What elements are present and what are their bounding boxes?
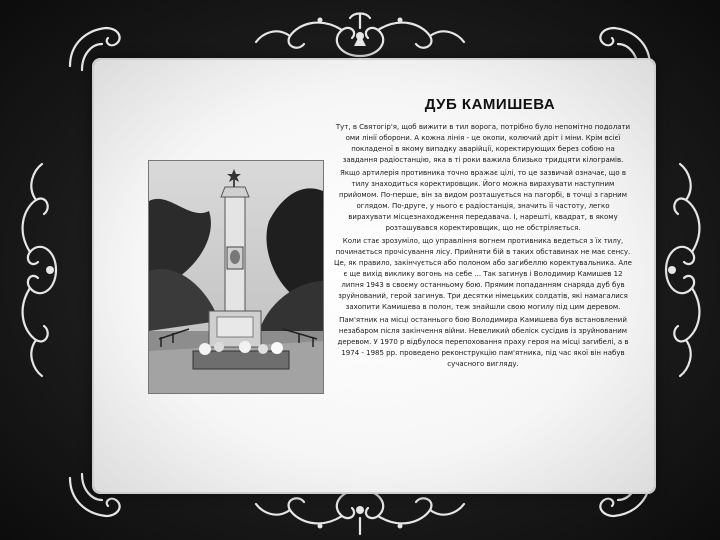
top-ornament xyxy=(250,6,470,62)
bottom-ornament xyxy=(250,486,470,540)
paragraph: Пам'ятник на місці останнього бою Володимира Камишева був встановлений незабаром після закінчення війни. Невеликий обеліск сусідив із зруйнованим деревом. У 1970 р відбулося перепоховання праху героя на місці загибелі, а в 1974 - 1985 рр. проведено реконструкцію пам'ятника, під час якої він набув сучасного вигляду. xyxy=(337,316,629,368)
left-ornament xyxy=(6,150,66,390)
body-text xyxy=(334,122,632,372)
paragraph: Коли стає зрозуміло, що управління вогнем противника ведеться з їх тилу, починається прочісування лісу. Прийняти бій в таких обставинах не має сенсу. Це, як правило, закінчується або полоном або загибеллю коректувальника. Але є ще вихід виклику вогонь на себе ... Так загинув і Володимир Камишев 12 липня 1943 в своєму останньому бою. Прямим попаданням снаряда дуб був зруйнований, герой загинув. Три десятки німецьких солдатів, які намагалися захопити Камишева в полон, теж знайшли свою могилу під цим деревом. xyxy=(334,237,632,311)
paragraph: Якщо артилерія противника точно вражає цілі, то це зазвичай означає, що в тилу знаходиться коректировщик. Його можна вирахувати наступним прийомом. По-перше, він за видом розташується на пагорбі, в точці з гарним оглядом. По-друге, у нього є радіостанція, значить її частоту, легко вирахувати місцезнаходження передавача. І, нарешті, квадрат, в якому розташувався коректировщик, що не обстріляється. xyxy=(339,169,627,232)
paragraph: Тут, в Святогір'я, щоб вижити в тил ворога, потрібно було непомітно подолати оми лінії оборони. А кожна лінія - це окопи, колючий дріт і міни. Крім всієї покладеної в якому випадку аварійції, коректирующих берез собою на завдання радіостанцію, яка в ті роки важила близько тридцяти кілограмів. xyxy=(335,123,631,164)
slide-title: ДУБ КАМИШЕВА xyxy=(424,96,556,113)
memorial-photo xyxy=(148,160,324,394)
right-ornament xyxy=(656,150,716,390)
